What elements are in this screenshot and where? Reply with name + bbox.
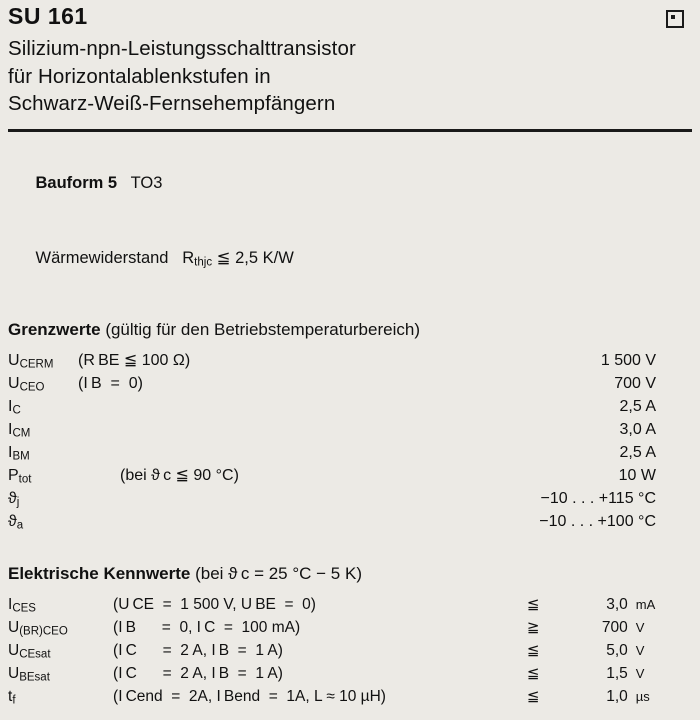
limits-condition: (R BE ≦ 100 Ω) bbox=[78, 352, 191, 370]
limits-value: −10 . . . +100 °C bbox=[539, 512, 656, 530]
package-value: TO3 bbox=[130, 173, 163, 192]
limits-symbol: $P_{tot}$ bbox=[8, 466, 32, 486]
header bbox=[8, 4, 692, 29]
thermal-resistance-symbol-sub: thjc bbox=[194, 256, 213, 269]
electrical-unit: V bbox=[635, 619, 645, 635]
device-description bbox=[8, 35, 692, 117]
package-label: Bauform 5 bbox=[35, 173, 118, 192]
electrical-relation: ≦ bbox=[526, 595, 540, 613]
limits-condition bbox=[78, 511, 450, 534]
limits-value: 1 500 V bbox=[600, 352, 656, 370]
square-marker-icon bbox=[666, 10, 684, 28]
limits-symbol: $I_{BM}$ bbox=[8, 444, 30, 463]
table-row bbox=[8, 465, 692, 488]
electrical-condition: (I C = 2 A, I B = 1 A) bbox=[113, 642, 283, 659]
table-row bbox=[8, 686, 692, 709]
electrical-heading-bold: Elektrische Kennwerte bbox=[8, 563, 191, 583]
limits-table bbox=[8, 350, 692, 533]
electrical-symbol: $t_f$ bbox=[8, 688, 16, 707]
device-description-line-3: Schwarz-Weiß-Fernsehempfängern bbox=[8, 91, 336, 115]
limits-heading-bold: Grenzwerte bbox=[8, 320, 101, 340]
limits-condition bbox=[78, 442, 450, 465]
table-row bbox=[8, 617, 692, 640]
limits-heading bbox=[8, 320, 692, 340]
electrical-relation: ≦ bbox=[526, 688, 540, 706]
device-description-line-1: Silizium-npn-Leistungsschalttransistor bbox=[8, 37, 356, 61]
table-row bbox=[8, 511, 692, 534]
header-divider bbox=[8, 129, 692, 132]
electrical-condition: (I C = 2 A, I B = 1 A) bbox=[113, 665, 283, 683]
limits-value: 2,5 A bbox=[619, 398, 656, 416]
limits-symbol: $ϑ_j$ bbox=[8, 489, 20, 509]
electrical-symbol: $U_{(BR)CEO}$ bbox=[8, 618, 68, 638]
page-title: SU 161 bbox=[8, 3, 88, 29]
limits-symbol: $I_{CM}$ bbox=[8, 421, 31, 440]
package-line bbox=[8, 154, 692, 213]
limits-condition: (bei ϑ c ≦ 90 °C) bbox=[120, 466, 239, 484]
limits-condition bbox=[78, 488, 450, 511]
electrical-unit: µs bbox=[635, 689, 650, 705]
device-description-line-2: für Horizontalablenkstufen in bbox=[8, 64, 271, 88]
thermal-resistance-symbol: R bbox=[182, 249, 195, 268]
limits-heading-rest: (gültig für den Betriebstemperaturbereich) bbox=[100, 320, 420, 340]
electrical-condition: (I B = 0, I C = 100 mA) bbox=[113, 618, 301, 636]
electrical-value: 1,0 bbox=[606, 688, 628, 706]
electrical-unit: mA bbox=[635, 596, 656, 612]
table-row bbox=[8, 488, 692, 511]
table-row bbox=[8, 640, 692, 663]
electrical-symbol: $I_{CES}$ bbox=[8, 595, 36, 615]
limits-condition: (I B = 0) bbox=[78, 375, 143, 393]
limits-value: 700 V bbox=[614, 375, 656, 393]
limits-value: −10 . . . +115 °C bbox=[540, 489, 656, 507]
limits-condition bbox=[78, 419, 450, 442]
electrical-heading bbox=[8, 564, 692, 584]
electrical-value: 700 bbox=[601, 618, 628, 636]
table-row bbox=[8, 594, 692, 617]
limits-symbol: $ϑ_a$ bbox=[8, 512, 24, 532]
limits-symbol: $U_{CERM}$ bbox=[8, 352, 54, 371]
table-row bbox=[8, 419, 692, 442]
thermal-resistance-label: Wärmewiderstand bbox=[35, 249, 169, 268]
limits-condition bbox=[78, 396, 450, 419]
thermal-resistance-line bbox=[8, 229, 692, 290]
electrical-value: 5,0 bbox=[606, 642, 628, 659]
table-row bbox=[8, 373, 692, 396]
limits-value: 10 W bbox=[618, 466, 656, 484]
electrical-table bbox=[8, 594, 692, 710]
electrical-value: 1,5 bbox=[606, 665, 628, 683]
electrical-unit: V bbox=[635, 666, 645, 682]
electrical-value: 3,0 bbox=[606, 595, 628, 613]
electrical-relation: ≧ bbox=[526, 618, 540, 636]
electrical-condition: (I Cend = 2A, I Bend = 1A, L ≈ 10 µH) bbox=[113, 688, 386, 706]
electrical-heading-rest: (bei ϑ c = 25 °C − 5 K) bbox=[190, 563, 362, 583]
electrical-relation: ≦ bbox=[526, 642, 540, 659]
electrical-unit: V bbox=[635, 643, 645, 658]
table-row bbox=[8, 663, 692, 686]
thermal-resistance-value: 2,5 K/W bbox=[235, 249, 294, 268]
limits-symbol: $U_{CEO}$ bbox=[8, 375, 45, 394]
electrical-symbol: $U_{BEsat}$ bbox=[8, 665, 50, 684]
table-row bbox=[8, 442, 692, 465]
limits-value: 3,0 A bbox=[619, 421, 656, 439]
table-row bbox=[8, 350, 692, 373]
limits-value: 2,5 A bbox=[619, 444, 656, 462]
electrical-symbol: $U_{CEsat}$ bbox=[8, 642, 51, 661]
table-row bbox=[8, 396, 692, 419]
limits-symbol: $I_C$ bbox=[8, 398, 21, 417]
thermal-resistance-relation: ≦ bbox=[216, 249, 231, 268]
electrical-relation: ≦ bbox=[526, 665, 540, 683]
electrical-condition: (U CE = 1 500 V, U BE = 0) bbox=[113, 595, 316, 613]
